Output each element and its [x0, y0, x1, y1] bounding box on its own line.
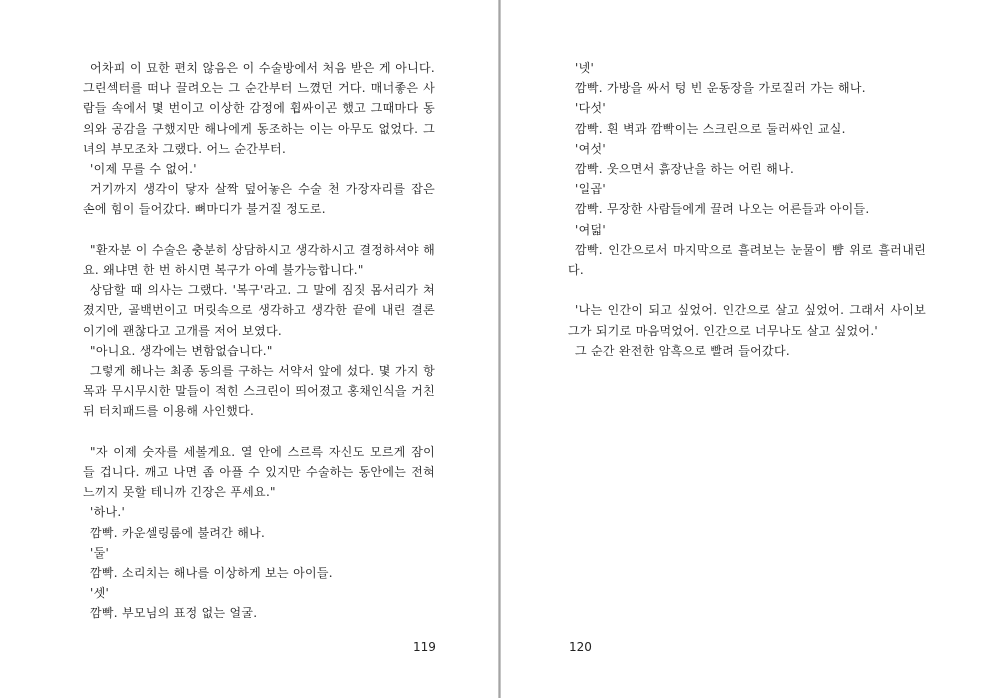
- paragraph: 깜빡. 가방을 싸서 텅 빈 운동장을 가로질러 가는 해나.: [575, 81, 866, 96]
- left-page-text: [83, 58, 435, 624]
- paragraph: 깜빡. 흰 벽과 깜빡이는 스크린으로 둘러싸인 교실.: [575, 121, 846, 136]
- paragraph: "아니요. 생각에는 변함없습니다.": [90, 343, 273, 358]
- paragraph: "환자분 이 수술은 충분히 상담하시고 생각하시고 결정하셔야 해요. 왜냐면 한 번 하시면 복구가 아예 불가능합니다.": [83, 242, 435, 278]
- right-page: [501, 0, 1000, 698]
- paragraph-break: [83, 422, 435, 442]
- paragraph: '하나.': [90, 505, 126, 520]
- paragraph: 그렇게 해나는 최종 동의를 구하는 서약서 앞에 섰다. 몇 가지 항목과 무시무시한 말들이 적힌 스크린이 띄어졌고 홍채인식을 거친 뒤 터치패드를 이용해 사인했다.: [83, 364, 435, 419]
- paragraph: '여덟': [575, 222, 606, 237]
- paragraph: 거기까지 생각이 닿자 살짝 덮어놓은 수술 천 가장자리를 잡은 손에 힘이 들어갔다. 뼈마디가 불거질 정도로.: [83, 182, 435, 217]
- paragraph-break: [568, 280, 926, 300]
- paragraph: 깜빡. 인간으로서 마지막으로 흘려보는 눈물이 뺨 위로 흘러내린다.: [568, 242, 926, 278]
- page-number: 120: [569, 640, 592, 654]
- paragraph: '다섯': [575, 101, 606, 116]
- left-page: [0, 0, 498, 698]
- paragraph: 깜빡. 카운셀링룸에 불려간 해나.: [90, 525, 266, 540]
- paragraph: '넷': [575, 61, 595, 75]
- paragraph: 깜빡. 무장한 사람들에게 끌려 나오는 어른들과 아이들.: [575, 202, 870, 217]
- paragraph: '여섯': [575, 141, 606, 156]
- page-number: 119: [413, 640, 436, 654]
- paragraph: '둘': [90, 545, 110, 560]
- paragraph: 깜빡. 웃으면서 흙장난을 하는 어린 해나.: [575, 162, 795, 177]
- paragraph-break: [83, 220, 435, 240]
- paragraph: '셋': [90, 586, 110, 601]
- paragraph: 깜빡. 소리치는 해나를 이상하게 보는 아이들.: [90, 566, 333, 581]
- paragraph: 그 순간 완전한 암흑으로 빨려 들어갔다.: [575, 343, 790, 358]
- paragraph: "자 이제 숫자를 세볼게요. 열 안에 스르륵 자신도 모르게 잠이 들 겁니다. 깨고 나면 좀 아플 수 있지만 수술하는 동안에는 전혀 느끼지 못할 테니까 긴장은 푸세요.": [83, 444, 435, 500]
- paragraph: 깜빡. 부모님의 표정 없는 얼굴.: [90, 606, 258, 621]
- paragraph: '이제 무를 수 없어.': [90, 162, 197, 177]
- paragraph: '일곱': [575, 182, 606, 197]
- paragraph: 상담할 때 의사는 그랬다. '복구'라고. 그 말에 짐짓 몸서리가 쳐졌지만, 골백번이고 머릿속으로 생각하고 생각한 끝에 내린 결론이기에 괜찮다고 고개를 저어 보였다.: [83, 283, 435, 338]
- right-page-text: [568, 58, 926, 361]
- paragraph: 어차피 이 묘한 편치 않음은 이 수술방에서 처음 받은 게 아니다. 그린섹터를 떠나 끌려오는 그 순간부터 느꼈던 거다. 매너좋은 사람들 속에서 몇 번이고 이상한 감정에 휩싸이곤 했고 그때마다 동의와 공감을 구했지만 해나에게 동조하는 이는 아무도 없었다. 그녀의 부모조차 그랬다. 어느 순간부터.: [83, 61, 435, 156]
- paragraph: '나는 인간이 되고 싶었어. 인간으로 살고 싶었어. 그래서 사이보그가 되기로 마음먹었어. 인간으로 너무나도 살고 싶었어.': [568, 303, 926, 338]
